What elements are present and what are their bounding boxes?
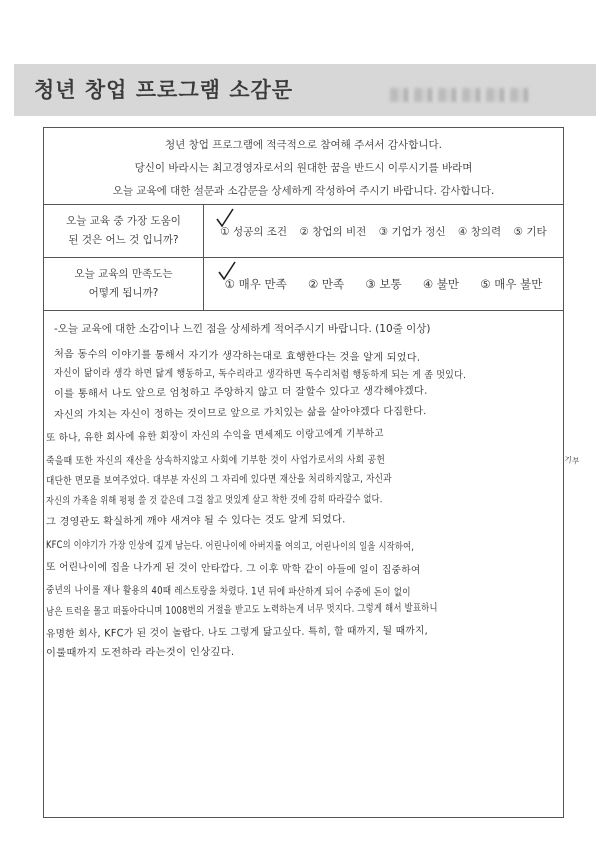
- question-satisfaction: [44, 258, 563, 311]
- option-satisfied[interactable]: ② 만족: [307, 277, 345, 291]
- option-very-dissatisfied[interactable]: ⑤ 매우 불만: [480, 277, 543, 291]
- page-title: 청년 창업 프로그램 소감문: [34, 78, 294, 102]
- redacted-name: [390, 88, 530, 102]
- essay-line: 중년의 나이를 재나 활용의 40때 레스토랑을 차렸다. 1년 뒤에 파산하게 되어 수중에 돈이 없이: [45, 584, 411, 599]
- question-label: 오늘 교육의 만족도는 어떻게 됩니까?: [44, 258, 204, 310]
- essay-line: 자신의 가치는 자신이 정하는 것이므로 앞으로 가치있는 삶을 살아야겠다 다짐한다.: [53, 405, 427, 421]
- intro-line-2: 당신이 바라시는 최고경영자로서의 원대한 꿈을 반드시 이루시기를 바라며: [134, 162, 473, 174]
- intro-line-3: 오늘 교육에 대한 설문과 소감문을 상세하게 작성하여 주시기 바랍니다. 감사합니다.: [112, 185, 495, 197]
- essay-line: 처음 동수의 이야기를 통해서 자기가 생각하는대로 효행한다는 것을 알게 되었다.: [53, 348, 421, 364]
- option-group: [204, 258, 563, 310]
- option-neutral[interactable]: ③ 보통: [365, 277, 402, 291]
- essay-line: 자신의 가족을 위해 펑펑 쓸 것 같은데 그걸 참고 멋있게 살고 착한 것에 감히 따라갈수 없다.: [45, 493, 383, 507]
- option-startup-vision[interactable]: ② 창업의 비전: [299, 225, 367, 238]
- essay-line: 이룰때까지 도전하라 라는것이 인상깊다.: [45, 646, 235, 659]
- question-most-helpful: [44, 205, 563, 258]
- essay-line: KFC의 이야기가 가장 인상에 깊게 남는다. 어린나이에 아버지를 여의고, 어린나이의 일을 시작하여,: [45, 539, 415, 553]
- margin-note: 기부: [563, 454, 581, 467]
- question-label: 오늘 교육 중 가장 도움이 된 것은 어느 것 입니까?: [44, 205, 204, 257]
- essay-line: 죽을때 또한 자신의 재산을 상속하지않고 사회에 기부한 것이 사업가로서의 사회 공헌: [45, 453, 386, 467]
- intro-section: [44, 128, 563, 205]
- essay-line: 또 하나, 유한 회사에 유한 회장이 자신의 수익을 면세제도 이랑고에게 기부하고: [45, 427, 384, 444]
- option-dissatisfied[interactable]: ④ 불만: [422, 277, 459, 291]
- essay-line: 남은 트럭을 몰고 떠돌아다니며 1008번의 거절을 받고도 노력하는게 너무 멋지다. 그렇게 해서 발표하니: [45, 601, 438, 618]
- essay-line: 이를 통해서 나도 앞으로 엄청하고 주앙하지 않고 더 잘할수 있다고 생각해야겠다.: [53, 384, 428, 400]
- intro-line-1: 청년 창업 프로그램에 적극적으로 참여해 주셔서 감사합니다.: [165, 139, 442, 151]
- essay-line: 그 경영관도 확실하게 깨야 새겨야 될 수 있다는 것도 알게 되었다.: [45, 513, 346, 528]
- option-other[interactable]: ⑤ 기타: [513, 225, 547, 238]
- option-very-satisfied[interactable]: ① 매우 만족: [224, 277, 287, 291]
- option-creativity[interactable]: ④ 창의력: [458, 225, 502, 238]
- essay-line: 또 어린나이에 집을 나가게 된 것이 안타깝다. 그 이후 막학 같이 아들에 일이 집중하여: [45, 561, 421, 577]
- essay-line: 유명한 회사, KFC가 된 것이 놀랍다. 나도 그렇게 닮고싶다. 특히, 할 때까지, 될 때까지,: [45, 624, 428, 640]
- option-group: [204, 205, 563, 257]
- checkmark-icon: [216, 260, 238, 282]
- option-success-conditions[interactable]: ① 성공의 조건: [220, 225, 288, 238]
- checkmark-icon: [214, 207, 236, 229]
- essay-line: 대단한 면모를 보여주었다. 대부분 자신의 그 자리에 있다면 재산을 처리하지않고, 자신과: [45, 472, 392, 487]
- essay-prompt: -오늘 교육에 대한 소감이나 느낀 점을 상세하게 적어주시기 바랍니다. (10줄 이상): [54, 323, 431, 335]
- essay-line: 자신이 닮이라 생각 하면 닮게 행동하고, 독수리라고 생각하면 독수리처럼 행동하게 되는 게 좀 멋있다.: [53, 367, 467, 382]
- option-entrepreneurship[interactable]: ③ 기업가 정신: [378, 225, 446, 238]
